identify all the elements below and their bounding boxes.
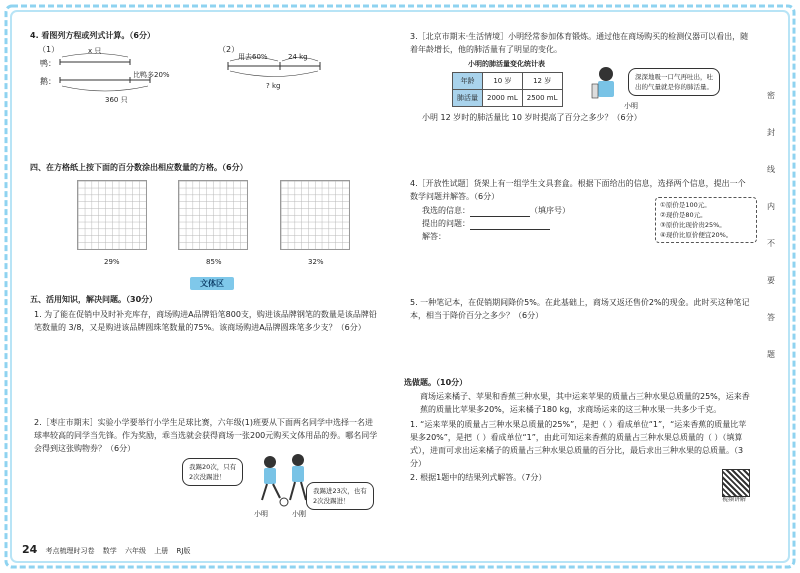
term: 上册: [154, 547, 169, 555]
grid-2[interactable]: [178, 180, 248, 250]
bubble-a: 我踢20次，只有 2次没踢进！: [182, 458, 243, 486]
name-c: 小明: [624, 102, 638, 110]
lung-capacity-table: [452, 72, 563, 107]
xuan-title: 选做题。（10分）: [404, 378, 468, 387]
edition: RJ版: [176, 547, 191, 555]
table-title: 小明的肺活量变化统计表: [468, 60, 545, 68]
subject: 数学: [102, 547, 117, 555]
x-label: x 只: [88, 47, 102, 55]
info-item: ④现价比原价便宜20%。: [660, 231, 733, 239]
q4-problem-label: 提出的问题：: [422, 219, 470, 228]
page-number: 24: [22, 543, 38, 556]
duck-label: 鸭：: [40, 59, 56, 68]
total-label: 360 只: [105, 96, 128, 104]
seal-line-sidebar: [764, 90, 778, 386]
q2-text: 2.［枣庄市期末］实验小学要举行小学生足球比赛，六年级(1)班要从下面两名同学中选择一名进球率较高的同学当先锋。作为奖励，乖当选就会获得商场一张200元购买文体用品的券。哪名同学会得到这张购物券？（6分）: [34, 418, 378, 453]
soccer-kids-illustration: [250, 452, 320, 512]
grid-1[interactable]: [77, 180, 147, 250]
series-name: 考点梳理时习卷: [45, 547, 95, 555]
qr-label: 视频讲解: [722, 496, 747, 503]
info-box: [655, 197, 757, 243]
footer: [22, 543, 190, 556]
q1-text: 1. 为了能在促销中及时补充库存，商场购进A品牌铅笔800支，购进该品牌钢笔的数量是该品牌铅笔数量的 3/8，又是购进该品牌圆珠笔数量的75%。该商场购进A品牌圆珠笔多少支？（6分）: [34, 310, 377, 332]
q4-sub1: （1）: [38, 45, 60, 54]
sidebar-char: 要: [767, 276, 775, 285]
info-blank[interactable]: [470, 207, 530, 217]
grade: 六年级: [125, 547, 147, 555]
name-a: 小明: [254, 510, 268, 518]
bubble-c: 深深地吸一口气再吐出，吐 出的气量就是你的肺活量。: [628, 68, 720, 96]
q4-info-hint: （填序号）: [530, 206, 570, 215]
sidebar-char: 线: [767, 165, 775, 174]
bubble-b: 我踢进23次，也有 2次没踢进！: [306, 482, 374, 510]
kg24-label: 24 kg: [288, 53, 308, 61]
sidebar-char: 封: [767, 128, 775, 137]
q4-info-row: [422, 205, 570, 217]
sidebar-char: 答: [767, 313, 775, 322]
sidebar-char: 密: [767, 91, 775, 100]
q3-text: 3.［北京市期末·生活情境］小明经常参加体育锻炼。通过他在商场购买的检测仪器可以看出，随着年龄增长，他的肺活量有了明显的变化。: [410, 32, 749, 54]
used-label: 用去60%: [238, 53, 268, 61]
info-item: ③原价比现价贵25%。: [660, 221, 726, 229]
xuan-q1: 1. “运来苹果的质量占三种水果总质量的25%”，是把（ ）看成单位“1”，“运来香蕉的质量比苹果多20%”，是把（ ）看成单位“1”，由此可知运来香蕉的质量占三种水果总质量的（ ）（填算式），进而可求出运来橘子的质量占三种水果总质量的百分比，最后求出三种水果的总质量。（3分）: [410, 420, 747, 468]
grid-label-3: 32%: [308, 258, 324, 266]
table-cell: 2000 mL: [483, 90, 523, 107]
info-item: ②现价是80元。: [660, 211, 707, 219]
table-cell: 年龄: [453, 73, 483, 90]
table-cell: 10 岁: [483, 73, 523, 90]
grid-label-1: 29%: [104, 258, 120, 266]
xuan-body: 商场运来橘子、苹果和香蕉三种水果，其中运来苹果的质量占三种水果总质量的25%，运来香蕉的质量比苹果多20%，运来橘子180 kg，求商场运来的这三种水果一共多少千克。: [420, 392, 750, 414]
sidebar-char: 不: [767, 239, 775, 248]
grid-3[interactable]: [280, 180, 350, 250]
boy-illustration: [588, 64, 624, 104]
more-label: 比鸭多20%: [133, 71, 170, 79]
xuan-q2: 2. 根据1题中的结果列式解答。（7分）: [410, 473, 547, 482]
q4-sub2: （2）: [218, 45, 240, 54]
problem-blank[interactable]: [470, 220, 550, 230]
q4-info-label: 我选的信息：: [422, 206, 470, 215]
sidebar-char: 题: [767, 350, 775, 359]
table-cell: 12 岁: [522, 73, 562, 90]
q4-problem-row: [422, 218, 550, 230]
sidebar-char: 内: [767, 202, 775, 211]
qr-code[interactable]: [722, 469, 750, 497]
q4-answer-label: 解答：: [422, 232, 446, 241]
goose-label: 鹅：: [40, 77, 56, 86]
info-item: ①原价是100元。: [660, 201, 711, 209]
sec4-title: 四、在方格纸上按下面的百分数涂出相应数量的方格。（6分）: [30, 163, 248, 172]
table-cell: 2500 mL: [522, 90, 562, 107]
wenti-badge: 文体区: [190, 277, 234, 290]
sec5-title: 五、活用知识，解决问题。（30分）: [30, 295, 158, 304]
q3-question: 小明 12 岁时的肺活量比 10 岁时提高了百分之多少？（6分）: [422, 113, 642, 122]
name-b: 小刚: [292, 510, 306, 518]
q4-title: 4. 看图列方程或列式计算。（6分）: [30, 31, 155, 40]
unknown-kg-label: ? kg: [266, 82, 281, 90]
table-cell: 肺活量: [453, 90, 483, 107]
q5-text: 5. 一种笔记本，在促销期间降价5%。在此基础上，商场又返还售价2%的现金。此时买这种笔记本，相当于降价百分之多少？（6分）: [410, 298, 750, 320]
q4r-text: 4.［开放性试题］货架上有一组学生文具套盒。根据下面给出的信息，选择两个信息，提出一个数学问题并解答。（6分）: [410, 179, 746, 201]
grid-label-2: 85%: [206, 258, 222, 266]
